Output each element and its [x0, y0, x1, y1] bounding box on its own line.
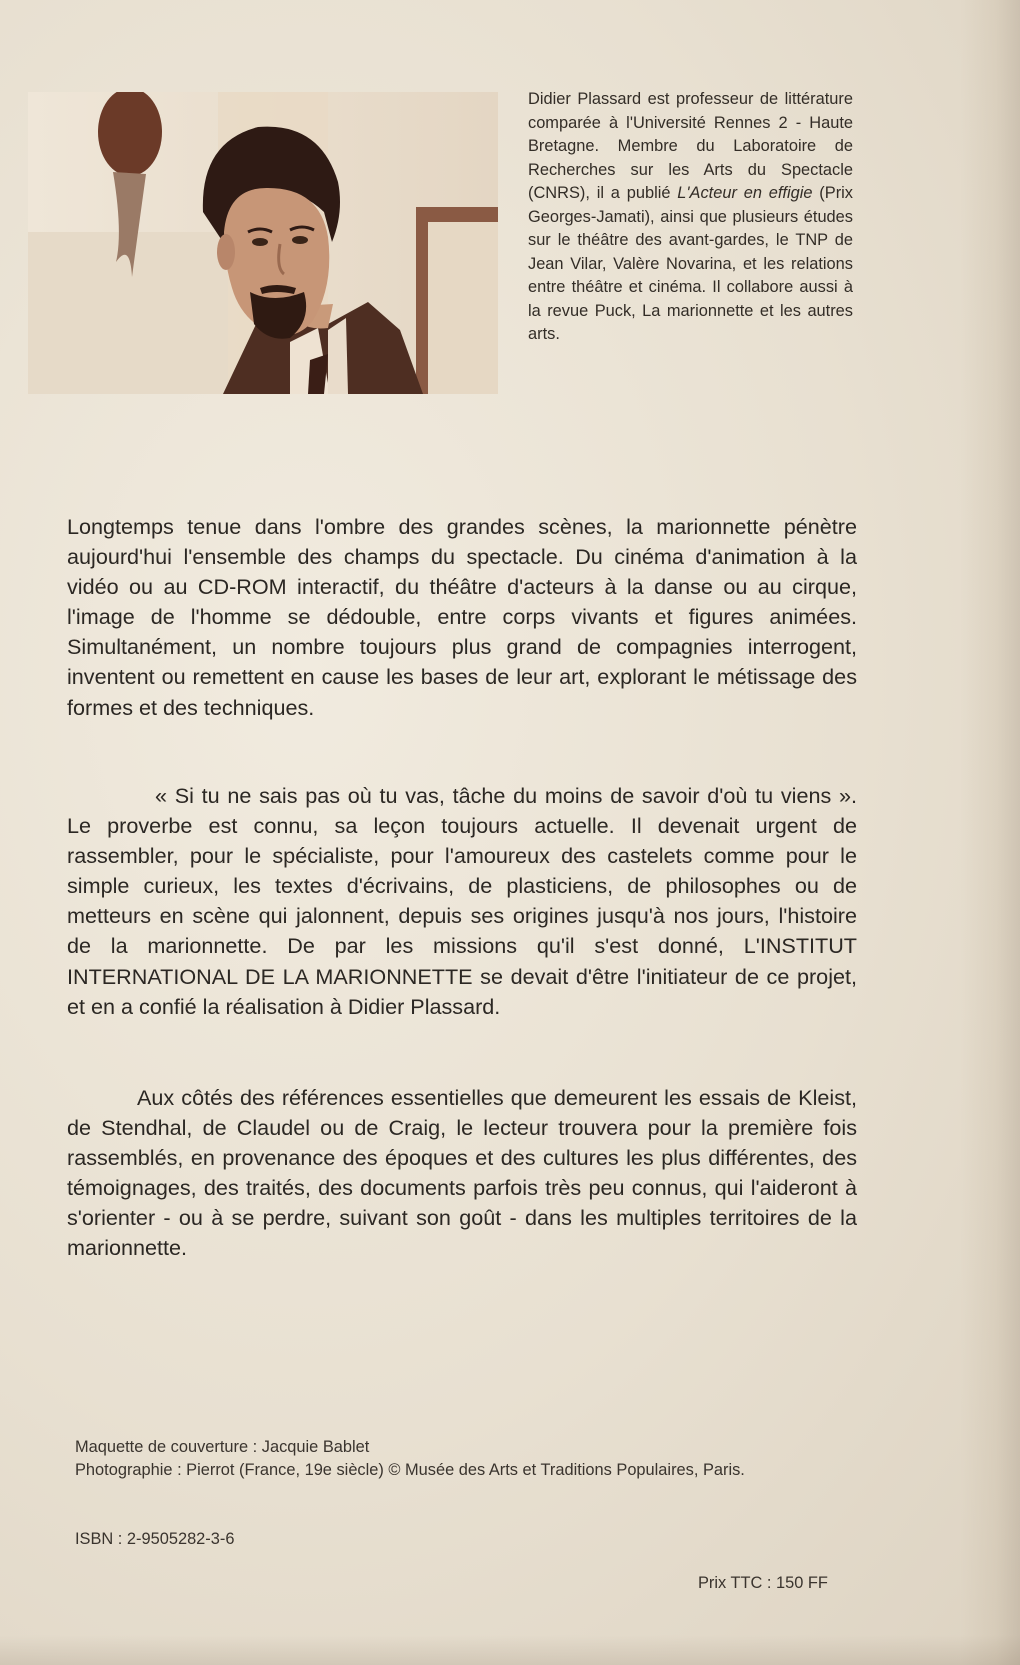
author-photo	[28, 92, 498, 394]
cover-design-credit: Maquette de couverture : Jacquie Bablet	[75, 1438, 370, 1456]
isbn: ISBN : 2-9505282-3-6	[75, 1530, 235, 1548]
blurb-paragraph-3: Aux côtés des références essentielles que demeurent les essais de Kleist, de Stendhal, de Claudel ou de Craig, le lecteur trouvera pour la première fois rassemblés, en provenance des époques et des cultures les plus différentes, des témoignages, des traités, des documents parfois très peu connus, qui l'aideront à s'orienter - ou à se perdre, suivant son goût - dans les multiples territoires de la marionnette.	[67, 1085, 857, 1261]
photography-credit: Photographie : Pierrot (France, 19e siècle) © Musée des Arts et Traditions Populaires, Paris.	[75, 1461, 745, 1479]
author-bio	[528, 88, 853, 347]
blurb-paragraph-2: « Si tu ne sais pas où tu vas, tâche du moins de savoir d'où tu viens ». Le proverbe est connu, sa leçon toujours actuelle. Il devenait urgent de rassembler, pour le spécialiste, pour l'amoureux des castelets comme pour le simple curieux, les textes d'écrivains, de plasticiens, de philosophes ou de metteurs en scène qui jalonnent, depuis ses origines jusqu'à nos jours, l'histoire de la marionnette. De par les missions qu'il s'est donné, L'INSTITUT INTERNATIONAL DE LA MARIONNETTE se devait d'être l'initiateur de ce projet, et en a confié la réalisation à Didier Plassard.	[67, 783, 857, 1019]
cover-bottom-shadow	[0, 1635, 1020, 1665]
cover-edge-shadow	[960, 0, 1020, 1665]
bio-lead: Didier Plassard est professeur de littérature comparée à l'Université Rennes 2 - Haute Bretagne. Membre du Laboratoire de Recherches sur les Arts du Spectacle (CNRS), il a publié	[528, 90, 853, 202]
blurb-paragraph-1: Longtemps tenue dans l'ombre des grandes scènes, la marionnette pénètre aujourd'hui l'ensemble des champs du spectacle. Du cinéma d'animation à la vidéo ou au CD-ROM interactif, du théâtre d'acteurs à la danse ou au cirque, l'image de l'homme se dédouble, entre corps vivants et figures animées. Simultanément, un nombre toujours plus grand de compagnies interrogent, inventent ou remettent en cause les bases de leur art, explorant le métissage des formes et des techniques.	[67, 514, 857, 720]
bio-rest: (Prix Georges-Jamati), ainsi que plusieurs études sur le théâtre des avant-gardes, le TNP de Jean Vilar, Valère Novarina, et les relations entre théâtre et cinéma. Il collabore aussi à la revue Puck, La marionnette et les autres arts.	[528, 184, 853, 343]
price: Prix TTC : 150 FF	[698, 1574, 828, 1592]
book-title: L'Acteur en effigie	[677, 184, 813, 202]
